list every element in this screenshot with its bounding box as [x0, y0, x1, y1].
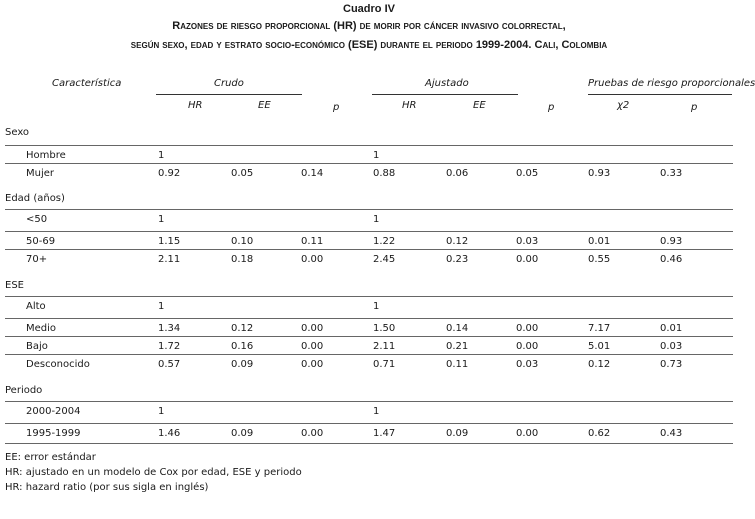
table-cell: 2.11	[158, 254, 181, 265]
header-characteristic: Característica	[52, 78, 122, 89]
subheader-ee-ajustado: EE	[473, 100, 486, 111]
table-cell: 1	[373, 214, 380, 225]
table-cell: 0.00	[516, 254, 539, 265]
section-label: Edad (años)	[5, 193, 65, 204]
row-separator	[5, 354, 733, 355]
table-cell: 1	[158, 214, 165, 225]
row-label: <50	[26, 214, 48, 225]
table-cell: 0.23	[446, 254, 469, 265]
table-cell: 2.45	[373, 254, 396, 265]
header-ajustado: Ajustado	[425, 78, 469, 89]
subheader-hr-ajustado: HR	[402, 100, 417, 111]
table-cell: 0.12	[231, 323, 254, 334]
table-cell: 0.11	[301, 236, 324, 247]
rule-ajustado	[372, 94, 518, 95]
subheader-ee-crudo: EE	[258, 100, 271, 111]
table-title: Cuadro IV	[343, 3, 395, 15]
table-cell: 2.11	[373, 341, 396, 352]
row-separator	[5, 401, 733, 402]
table-bottom-rule	[5, 443, 733, 444]
section-label: ESE	[5, 280, 24, 291]
table-cell: 0.57	[158, 359, 181, 370]
header-crudo: Crudo	[214, 78, 244, 89]
table-cell: 0.01	[588, 236, 611, 247]
table-subtitle-line2: según sexo, edad y estrato socio-económico (ESE) durante el periodo 1999-2004. Cali, Colombia	[130, 39, 608, 51]
subheader-p-crudo: p	[333, 102, 340, 113]
table-cell: 1	[373, 406, 380, 417]
table-cell: 0.05	[231, 168, 254, 179]
table-cell: 0.03	[516, 359, 539, 370]
table-cell: 0.46	[660, 254, 683, 265]
table-cell: 1.50	[373, 323, 396, 334]
table-cell: 0.43	[660, 428, 683, 439]
table-cell: 0.55	[588, 254, 611, 265]
row-label: Bajo	[26, 341, 48, 352]
table-cell: 0.00	[301, 359, 324, 370]
table-cell: 0.12	[588, 359, 611, 370]
table-cell: 0.93	[660, 236, 683, 247]
section-label: Periodo	[5, 385, 43, 396]
header-pruebas: Pruebas de riesgo proporcionales	[588, 78, 755, 89]
table-cell: 0.00	[301, 323, 324, 334]
table-cell: 0.16	[231, 341, 254, 352]
table-cell: 0.93	[588, 168, 611, 179]
table-cell: 0.14	[301, 168, 324, 179]
row-label: Desconocido	[26, 359, 90, 370]
subheader-p-ajustado: p	[548, 102, 555, 113]
subheader-hr-crudo: HR	[188, 100, 203, 111]
rule-pruebas	[588, 94, 732, 95]
table-cell: 0.71	[373, 359, 396, 370]
row-separator	[5, 336, 733, 337]
row-separator	[5, 209, 733, 210]
row-separator	[5, 231, 733, 232]
table-cell: 1	[373, 150, 380, 161]
row-separator	[5, 249, 733, 250]
row-label: Alto	[26, 301, 46, 312]
table-subtitle-line1: Razones de riesgo proporcional (HR) de morir por cáncer invasivo colorrectal,	[172, 20, 566, 32]
table-cell: 0.00	[301, 428, 324, 439]
subheader-chi2: χ2	[617, 100, 630, 111]
table-cell: 0.92	[158, 168, 181, 179]
table-cell: 0.18	[231, 254, 254, 265]
row-separator	[5, 296, 733, 297]
row-label: Mujer	[26, 168, 55, 179]
table-cell: 0.11	[446, 359, 469, 370]
table-cell: 1	[158, 301, 165, 312]
row-separator	[5, 145, 733, 146]
table-cell: 0.06	[446, 168, 469, 179]
table-cell: 0.00	[516, 323, 539, 334]
row-label: 1995-1999	[26, 428, 81, 439]
table-cell: 1.15	[158, 236, 181, 247]
table-cell: 7.17	[588, 323, 611, 334]
table-cell: 0.03	[660, 341, 683, 352]
table-cell: 0.12	[446, 236, 469, 247]
footnote-hr-definition: HR: hazard ratio (por sus sigla en inglés)	[5, 482, 209, 493]
section-label: Sexo	[5, 127, 30, 138]
subheader-p-pruebas: p	[691, 102, 698, 113]
table-cell: 0.03	[516, 236, 539, 247]
row-label: Hombre	[26, 150, 66, 161]
row-separator	[5, 163, 733, 164]
table-cell: 1.47	[373, 428, 396, 439]
rule-crudo	[156, 94, 302, 95]
table-cell: 1.34	[158, 323, 181, 334]
table-cell: 0.00	[516, 428, 539, 439]
table-cell: 1.46	[158, 428, 181, 439]
row-label: 70+	[26, 254, 48, 265]
table-cell: 0.10	[231, 236, 254, 247]
row-separator	[5, 423, 733, 424]
table-cell: 0.21	[446, 341, 469, 352]
table-cell: 0.62	[588, 428, 611, 439]
table-cell: 1	[373, 301, 380, 312]
footnote-hr-adjusted: HR: ajustado en un modelo de Cox por edad, ESE y periodo	[5, 467, 302, 478]
table-cell: 1	[158, 406, 165, 417]
table-cell: 0.14	[446, 323, 469, 334]
table-cell: 0.00	[301, 254, 324, 265]
table-cell: 0.09	[446, 428, 469, 439]
table-cell: 0.33	[660, 168, 683, 179]
row-label: 2000-2004	[26, 406, 81, 417]
row-label: 50-69	[26, 236, 56, 247]
table-cell: 0.01	[660, 323, 683, 334]
table-cell: 1	[158, 150, 165, 161]
table-cell: 0.09	[231, 359, 254, 370]
table-cell: 1.22	[373, 236, 396, 247]
table-cell: 0.88	[373, 168, 396, 179]
table-cell: 5.01	[588, 341, 611, 352]
table-cell: 0.05	[516, 168, 539, 179]
table-cell: 1.72	[158, 341, 181, 352]
row-label: Medio	[26, 323, 57, 334]
table-cell: 0.09	[231, 428, 254, 439]
table-cell: 0.00	[516, 341, 539, 352]
table-cell: 0.73	[660, 359, 683, 370]
table-cell: 0.00	[301, 341, 324, 352]
row-separator	[5, 318, 733, 319]
footnote-ee: EE: error estándar	[5, 452, 96, 463]
